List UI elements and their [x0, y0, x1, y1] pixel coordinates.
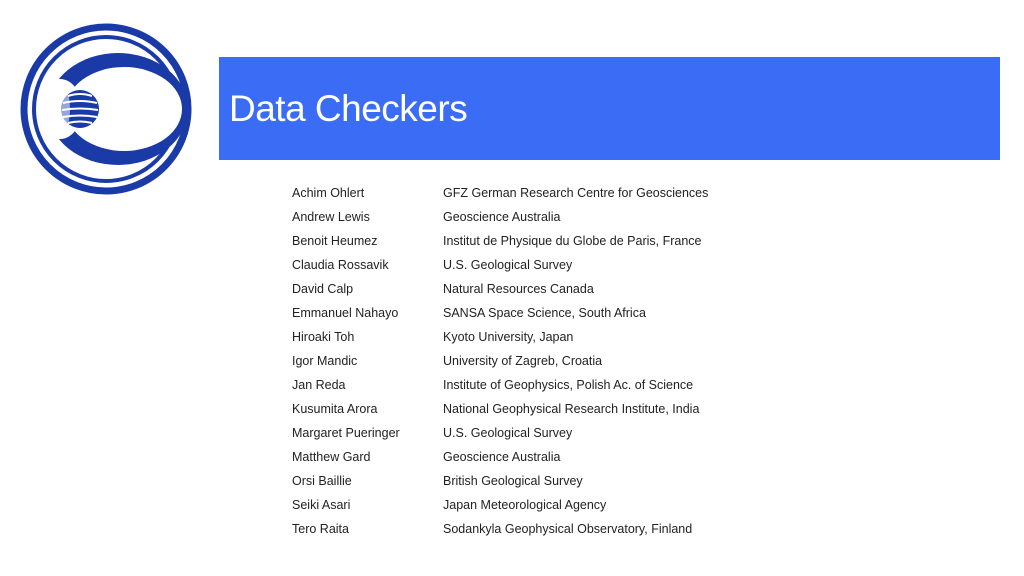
checker-name: Achim Ohlert [292, 186, 365, 200]
list-item [292, 277, 852, 301]
checker-name: Jan Reda [292, 378, 346, 392]
page-title: Data Checkers [229, 87, 468, 129]
checker-affiliation: Sodankyla Geophysical Observatory, Finland [443, 522, 693, 536]
checker-affiliation: SANSA Space Science, South Africa [443, 306, 646, 320]
checker-name: Benoit Heumez [292, 234, 378, 248]
checker-affiliation: Kyoto University, Japan [443, 330, 574, 344]
list-item [292, 421, 852, 445]
list-item [292, 493, 852, 517]
checker-affiliation: National Geophysical Research Institute, India [443, 402, 700, 416]
checker-name: Emmanuel Nahayo [292, 306, 399, 320]
data-checkers-list [292, 181, 852, 541]
checker-affiliation: Japan Meteorological Agency [443, 498, 607, 512]
list-item [292, 205, 852, 229]
checker-name: Matthew Gard [292, 450, 371, 464]
checker-name: David Calp [292, 282, 354, 296]
checker-affiliation: Institut de Physique du Globe de Paris, France [443, 234, 702, 248]
list-item [292, 349, 852, 373]
list-item [292, 397, 852, 421]
list-item [292, 229, 852, 253]
checker-name: Tero Raita [292, 522, 349, 536]
checker-affiliation: Geoscience Australia [443, 210, 561, 224]
checker-name: Hiroaki Toh [292, 330, 355, 344]
checker-name: Margaret Pueringer [292, 426, 400, 440]
list-item [292, 325, 852, 349]
list-item [292, 373, 852, 397]
list-item [292, 181, 852, 205]
checker-affiliation: U.S. Geological Survey [443, 426, 573, 440]
checker-affiliation: Geoscience Australia [443, 450, 561, 464]
list-item [292, 301, 852, 325]
checker-name: Orsi Baillie [292, 474, 352, 488]
checker-affiliation: Institute of Geophysics, Polish Ac. of Science [443, 378, 694, 392]
checker-name: Igor Mandic [292, 354, 358, 368]
list-item [292, 445, 852, 469]
list-item [292, 517, 852, 541]
list-item [292, 253, 852, 277]
list-item [292, 469, 852, 493]
checker-affiliation: GFZ German Research Centre for Geosciences [443, 186, 709, 200]
checker-affiliation: University of Zagreb, Croatia [443, 354, 603, 368]
checker-affiliation: British Geological Survey [443, 474, 583, 488]
circular-emblem-icon [20, 22, 192, 196]
checker-affiliation: U.S. Geological Survey [443, 258, 573, 272]
checker-name: Andrew Lewis [292, 210, 370, 224]
checker-affiliation: Natural Resources Canada [443, 282, 594, 296]
title-bar [219, 57, 1000, 160]
checker-name: Seiki Asari [292, 498, 351, 512]
checker-name: Claudia Rossavik [292, 258, 389, 272]
checker-name: Kusumita Arora [292, 402, 378, 416]
